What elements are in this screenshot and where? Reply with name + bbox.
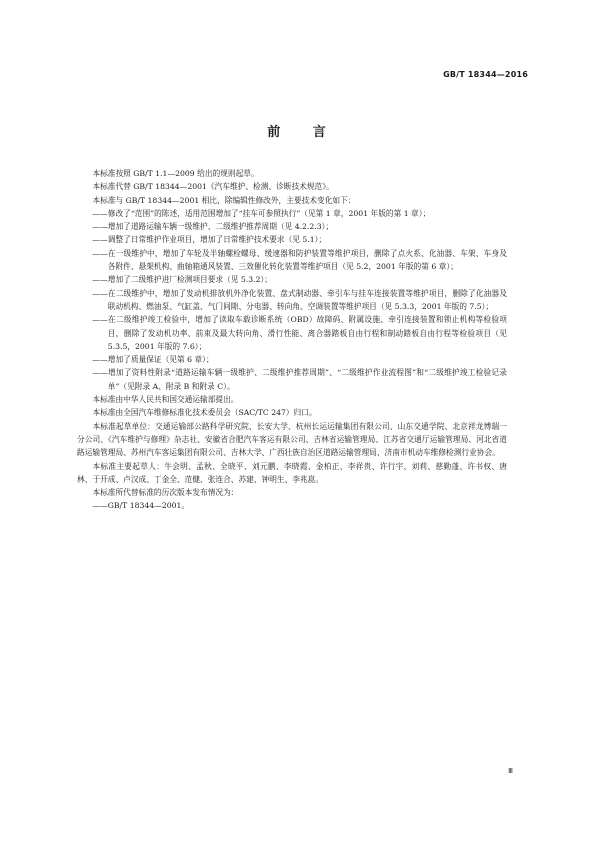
history-list-item: ——GB/T 18344—2001。 [92,501,190,511]
paragraph: 本标准按照 GB/T 1.1—2009 给出的规则起草。 [92,169,259,178]
change-list-item: ——调整了日常维护作业项目，增加了日常维护技术要求（见 5.1）； [92,235,327,245]
change-list-item: ——在二级维护竣工检验中，增加了读取车载诊断系统（OBD）故障码、附属设施、牵引连接装置和锁止机构等检验项目，删除了发动机功率、前束及最大转向角、滑行性能、离合器踏板自由行程和制动踏板自由行程等检验项目（见 5.3.5，2001 年版的 7.6）； [92,315,507,351]
page-title: 前 言 [267,125,340,140]
paragraph: 本标准代替 GB/T 18344—2001《汽车维护、检测、诊断技术规范》。 [92,182,334,192]
change-list-item: ——增加了质量保证（见第 6 章）； [92,355,214,365]
change-list-item: ——在二级维护中，增加了发动机排放机外净化装置、盘式制动器、牵引车与挂车连接装置等维护项目，删除了化油器及联动机构、燃油泵、气缸盖、气门间隙、分电器、转向角、空调装置等维护项目（见 5.3.3，2001 年版的 7.5）； [92,288,507,311]
paragraph: 本标准起草单位：交通运输部公路科学研究院、长安大学、杭州长运运输集团有限公司、山东交通学院、北京祥龙博瑞一分公司、《汽车维护与修理》杂志社、安徽省合肥汽车客运有限公司、吉林省运输管理局、江苏省交通厅运输管理局、河北省道路运输管理局、苏州汽车客运集团有限公司、吉林大学、广西壮族自治区道路运输管理局、济南市机动车维修检测行业协会。 [77,421,507,458]
page-number: Ⅲ [508,767,513,775]
change-list-item: ——在一级维护中，增加了车轮及半轴螺栓螺母、缓速器和防护装置等维护项目，删除了点火系、化油器、车架、车身及各附件、悬架机构、曲轴箱通风装置、三效催化转化装置等维护项目（见 5.2，2001 年版的第 6 章）； [92,248,507,272]
change-list-item: ——增加了二级维护进厂检测项目要求（见 5.3.2）； [92,275,272,285]
document-body [77,167,507,513]
change-list-item: ——修改了“范围”的陈述，适用范围增加了“挂车可参照执行”（见第 1 章，2001 年版的第 1 章）； [92,208,431,218]
paragraph: 本标准所代替标准的历次版本发布情况为： [92,488,239,498]
change-list-item: ——增加了资料性附录“道路运输车辆一级维护、二级维护推荐周期”、“二级维护作业流程图”和“二级维护竣工检验记录单”（见附录 A、附录 B 和附录 C）。 [92,368,507,391]
paragraph: 本标准由全国汽车维修标准化技术委员会（SAC/TC 247）归口。 [92,408,317,418]
change-list-item: ——增加了道路运输车辆一级维护、二级维护推荐周期（见 4.2.2.3）； [92,222,334,232]
standard-code-header: GB/T 18344—2016 [443,70,528,79]
paragraph: 本标准由中华人民共和国交通运输部提出。 [92,395,239,405]
paragraph: 本标准与 GB/T 18344—2001 相比，除编辑性修改外，主要技术变化如下： [92,195,356,205]
paragraph: 本标准主要起草人：牛会明、孟秋、全晓平、刘元鹏、李晓霞、金柏正、李祥贵、许行宇、刘莉、慈勤蓬、许书权、唐林、于开成、卢汉成、丁金全、范健、张连合、苏建、钟明生、李兆崑。 [77,461,507,484]
